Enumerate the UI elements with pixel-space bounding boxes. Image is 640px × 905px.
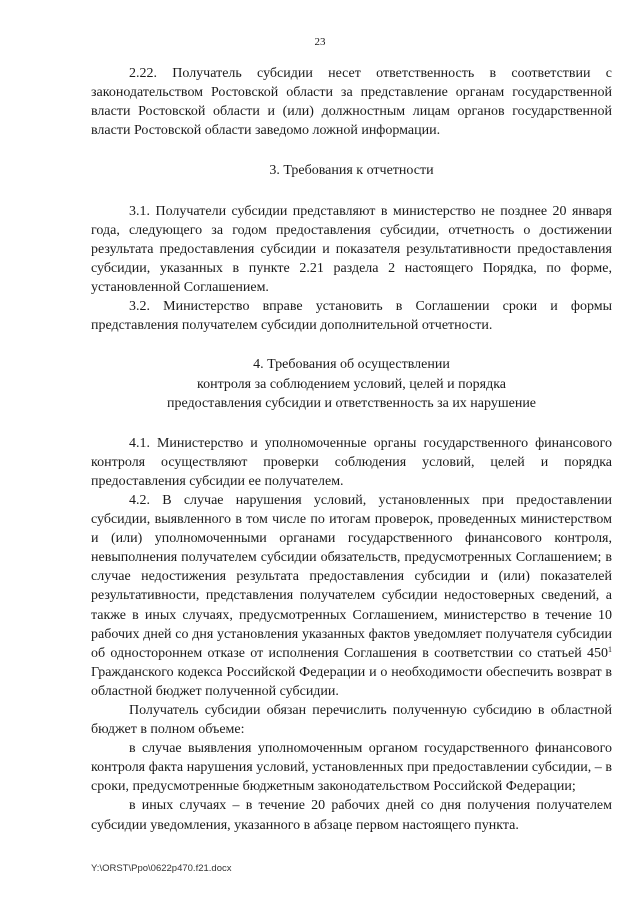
- section-4-heading-line-2: контроля за соблюдением условий, целей и порядка: [196, 376, 507, 392]
- clause-4-2-text-start: 4.2. В случае нарушения условий, установленных при предоставлении субсидии, выявленного в том числе по итогам проверок, проведенных министерством и (или) уполномоченными органами государственного финансового контроля, невыполнения получателем субсидии обязательств, предусмотренных Соглашением; в случае недостижения результата предоставления субсидии и (или) показателей результативности, представления получателем субсидии недостоверных сведений, а также в иных случаях, предусмотренных Соглашением, министерство в течение 10 рабочих дней со дня установления указанных фактов уведомляет получателя субсидии об одностороннем отказе от исполнения Соглашения в соответствии со статьей 450: [91, 492, 612, 661]
- page-content: [91, 64, 612, 835]
- paragraph-case-2: в иных случаях – в течение 20 рабочих дней со дня получения получателем субсидии уведомления, указанного в абзаце первом настоящего пункта.: [91, 798, 612, 833]
- article-superscript: 1: [608, 644, 612, 654]
- section-4-heading-line-3: предоставления субсидии и ответственность за их нарушение: [166, 396, 537, 412]
- section-3-heading: 3. Требования к отчетности: [269, 163, 434, 179]
- clause-4-2: [91, 491, 612, 701]
- paragraph-case-1: в случае выявления уполномоченным органом государственного финансового контроля факта нарушения условий, установленных при предоставлении субсидии, – в сроки, предусмотренные бюджетным законодательством Российской Федерации;: [91, 741, 612, 795]
- footer-file-path: Y:\ORST\Ppo\0622p470.f21.docx: [91, 863, 232, 874]
- spacer: [91, 140, 612, 161]
- clause-4-2-text-end: Гражданского кодекса Российской Федерации и о необходимости обеспечить возврат в областной бюджет полученной субсидии.: [91, 664, 612, 699]
- section-4-heading: [91, 355, 612, 413]
- section-4-heading-line-1: 4. Требования об осуществлении: [253, 357, 450, 373]
- paragraph-obliged: Получатель субсидии обязан перечислить полученную субсидию в областной бюджет в полном объеме:: [91, 702, 612, 738]
- page-number: 23: [314, 36, 326, 48]
- spacer: [91, 181, 612, 202]
- clause-3-2: 3.2. Министерство вправе установить в Соглашении сроки и формы представления получателем субсидии дополнительной отчетности.: [91, 299, 612, 334]
- clause-3-1: 3.1. Получатели субсидии представляют в министерство не позднее 20 января года, следующего за годом предоставления субсидии, отчетность о достижении результата предоставления субсидии и показателя результативности предоставления субсидии, указанных в пункте 2.21 раздела 2 настоящего Порядка, по форме, установленной Соглашением.: [91, 203, 612, 296]
- spacer: [91, 414, 612, 434]
- spacer: [91, 335, 612, 355]
- clause-4-1: 4.1. Министерство и уполномоченные органы государственного финансового контроля осуществляют проверки соблюдения условий, целей и порядка предоставления субсидии ее получателем.: [91, 435, 612, 489]
- clause-2-22: 2.22. Получатель субсидии несет ответственность в соответствии с законодательством Ростовской области за представление органам государственной власти Ростовской области и (или) должностным лицам органов государственной власти Ростовской области заведомо ложной информации.: [91, 66, 612, 139]
